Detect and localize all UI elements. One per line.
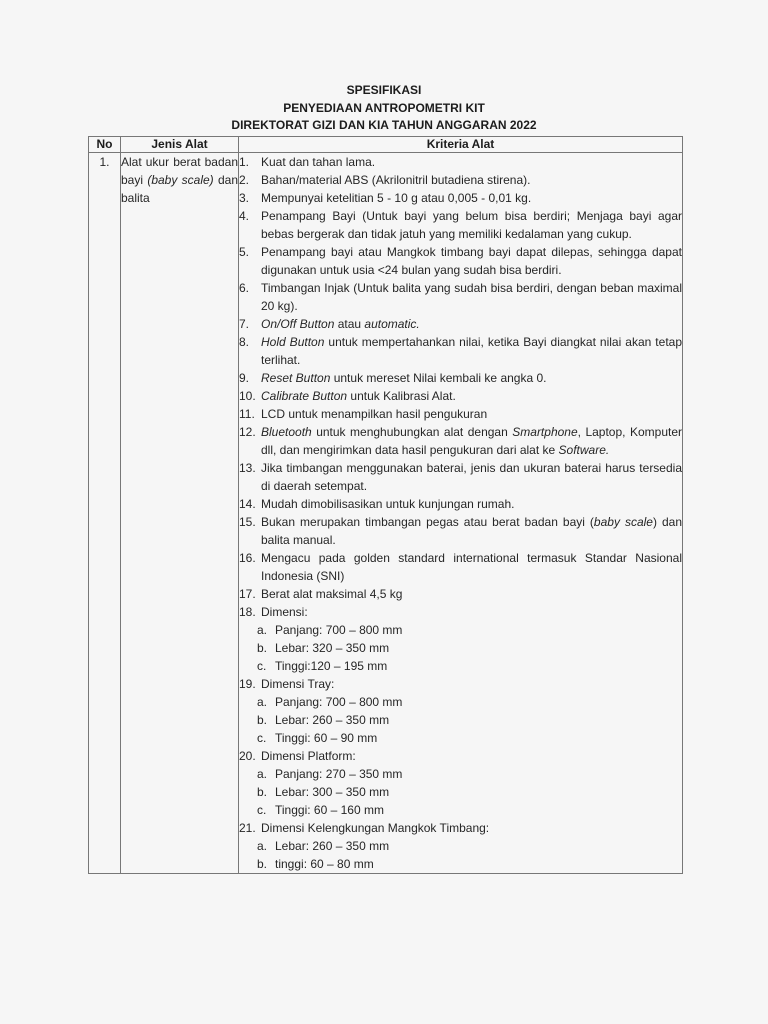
list-item-text — [261, 189, 682, 207]
sub-list-item — [239, 855, 682, 873]
cell-jenis-alat — [121, 153, 239, 874]
sub-list-item-text: Tinggi: 60 – 90 mm — [275, 731, 378, 745]
list-item-number: 19. — [239, 677, 256, 691]
italic-text: Smartphone — [512, 425, 578, 439]
italic-text: automatic. — [364, 317, 420, 331]
list-item-text — [261, 675, 682, 693]
sub-list-item-text: Lebar: 320 – 350 mm — [275, 641, 390, 655]
list-item — [239, 585, 682, 603]
header-kriteria-alat: Kriteria Alat — [239, 137, 683, 153]
list-item-number: 4. — [239, 209, 250, 223]
list-item-text — [261, 585, 682, 603]
text-segment: Kuat dan tahan lama. — [261, 155, 376, 169]
sub-list-item-text: Tinggi: 60 – 160 mm — [275, 803, 384, 817]
text-segment: untuk mereset Nilai kembali ke angka 0. — [330, 371, 547, 385]
list-item-number: 2. — [239, 173, 250, 187]
text-segment: LCD untuk menampilkan hasil pengukuran — [261, 407, 488, 421]
text-segment: Penampang Bayi (Untuk bayi yang belum bisa berdiri; Menjaga bayi agar bebas bergerak dan tidak jatuh yang memiliki kedalaman yang cukup. — [261, 209, 682, 241]
italic-text: (baby scale) — [147, 173, 214, 187]
list-item-text — [261, 387, 682, 405]
list-item — [239, 279, 682, 315]
list-item — [239, 369, 682, 387]
list-item-text — [261, 171, 682, 189]
text-segment: Bukan merupakan timbangan pegas atau berat badan bayi ( — [261, 515, 594, 529]
table-header-row — [89, 137, 683, 153]
sub-list-item — [239, 801, 682, 819]
sub-list-item-text: Tinggi:120 – 195 mm — [275, 659, 388, 673]
list-item — [239, 387, 682, 405]
text-segment: untuk menghubungkan alat dengan — [311, 425, 513, 439]
header-no: No — [89, 137, 121, 153]
sub-list-item — [239, 783, 682, 801]
list-item-number: 15. — [239, 515, 256, 529]
list-item-text — [261, 549, 682, 585]
text-segment: Mudah dimobilisasikan untuk kunjungan rumah. — [261, 497, 515, 511]
sub-list-item-letter: c. — [257, 731, 267, 745]
list-item — [239, 495, 682, 513]
list-item — [239, 513, 682, 549]
sub-list-item-text: tinggi: 60 – 80 mm — [275, 857, 374, 871]
sub-list-item-letter: a. — [257, 767, 268, 781]
list-item-number: 7. — [239, 317, 250, 331]
list-item-number: 20. — [239, 749, 256, 763]
sub-list-item-letter: b. — [257, 857, 268, 871]
list-item — [239, 207, 682, 243]
list-item-text — [261, 603, 682, 621]
sub-list-item — [239, 693, 682, 711]
list-item-number: 3. — [239, 191, 250, 205]
italic-text: Calibrate Button — [261, 389, 348, 403]
text-segment: untuk mempertahankan nilai, ketika Bayi diangkat nilai akan tetap terlihat. — [261, 335, 682, 367]
sub-list-item — [239, 621, 682, 639]
sub-list-item-letter: b. — [257, 641, 268, 655]
cell-no: 1. — [89, 153, 121, 874]
text-segment: Dimensi Kelengkungan Mangkok Timbang: — [261, 821, 490, 835]
list-item-text — [261, 513, 682, 549]
text-segment: ) dan balita manual. — [261, 515, 682, 547]
cell-kriteria-alat — [239, 153, 683, 874]
list-item-number: 12. — [239, 425, 256, 439]
list-item — [239, 549, 682, 585]
title-line-1: SPESIFIKASI — [346, 83, 422, 97]
list-item-text — [261, 459, 682, 495]
sub-list-item — [239, 657, 682, 675]
text-segment: Penampang bayi atau Mangkok timbang bayi dapat dilepas, sehingga dapat digunakan untuk usia <24 bulan yang sudah bisa berdiri. — [261, 245, 682, 277]
sub-list-item-text: Panjang: 700 – 800 mm — [275, 623, 403, 637]
text-segment: atau — [334, 317, 365, 331]
sub-list-item-letter: c. — [257, 659, 267, 673]
sub-list-item — [239, 639, 682, 657]
list-item-text — [261, 423, 682, 459]
list-item — [239, 153, 682, 171]
document-title — [0, 82, 768, 135]
sub-list-item-text: Lebar: 300 – 350 mm — [275, 785, 390, 799]
sub-list-item — [239, 765, 682, 783]
sub-list-item-letter: a. — [257, 695, 268, 709]
list-item-text — [261, 495, 682, 513]
italic-text: Hold Button — [261, 335, 325, 349]
list-item-number: 16. — [239, 551, 256, 565]
list-item-text — [261, 747, 682, 765]
text-segment: Dimensi Platform: — [261, 749, 356, 763]
sub-list-item — [239, 729, 682, 747]
text-segment: Alat ukur berat badan bayi — [121, 155, 238, 187]
sub-list-item-text: Lebar: 260 – 350 mm — [275, 713, 390, 727]
list-item-number: 17. — [239, 587, 256, 601]
list-item-text — [261, 315, 682, 333]
list-item-text — [261, 819, 682, 837]
spec-table — [88, 136, 683, 874]
text-segment: Timbangan Injak (Untuk balita yang sudah bisa berdiri, dengan beban maximal 20 kg). — [261, 281, 682, 313]
text-segment: Dimensi Tray: — [261, 677, 335, 691]
list-item — [239, 333, 682, 369]
italic-text: Software. — [558, 443, 610, 457]
list-item-text — [261, 153, 682, 171]
list-item-number: 21. — [239, 821, 256, 835]
list-item-text — [261, 333, 682, 369]
list-item — [239, 171, 682, 189]
sub-list-item — [239, 837, 682, 855]
list-item-number: 6. — [239, 281, 250, 295]
table-row — [89, 153, 683, 874]
list-item — [239, 243, 682, 279]
list-item-number: 11. — [239, 407, 255, 421]
list-item-number: 14. — [239, 497, 256, 511]
text-segment: dan balita — [121, 173, 238, 205]
list-item-text — [261, 405, 682, 423]
text-segment: Berat alat maksimal 4,5 kg — [261, 587, 403, 601]
list-item-number: 9. — [239, 371, 250, 385]
sub-list-item-letter: b. — [257, 785, 268, 799]
list-item-text — [261, 243, 682, 279]
italic-text: baby scale — [593, 515, 653, 529]
list-item-text — [261, 369, 682, 387]
list-item — [239, 189, 682, 207]
list-item-number: 1. — [239, 155, 250, 169]
title-line-2: PENYEDIAAN ANTROPOMETRI KIT — [283, 100, 485, 115]
text-segment: Mengacu pada golden standard international termasuk Standar Nasional Indonesia (SNI) — [261, 551, 682, 583]
text-segment: , Laptop, Komputer dll, dan mengirimkan data hasil pengukuran dari alat ke — [261, 425, 682, 457]
list-item — [239, 747, 682, 765]
text-segment: Bahan/material ABS (Akrilonitril butadiena stirena). — [261, 173, 531, 187]
list-item-number: 5. — [239, 245, 250, 259]
list-item-number: 13. — [239, 461, 256, 475]
list-item — [239, 405, 682, 423]
italic-text: On/Off Button — [261, 317, 335, 331]
header-jenis-alat: Jenis Alat — [121, 137, 239, 153]
list-item — [239, 603, 682, 621]
list-item-text — [261, 207, 682, 243]
sub-list-item-text: Lebar: 260 – 350 mm — [275, 839, 390, 853]
text-segment: Dimensi: — [261, 605, 308, 619]
list-item-number: 10. — [239, 389, 256, 403]
list-item — [239, 459, 682, 495]
text-segment: untuk Kalibrasi Alat. — [347, 389, 456, 403]
title-line-3: DIREKTORAT GIZI DAN KIA TAHUN ANGGARAN 2022 — [231, 118, 537, 132]
italic-text: Bluetooth — [261, 425, 312, 439]
sub-list-item-text: Panjang: 270 – 350 mm — [275, 767, 403, 781]
sub-list-item-letter: b. — [257, 713, 268, 727]
text-segment: Mempunyai ketelitian 5 - 10 g atau 0,005 - 0,01 kg. — [261, 191, 532, 205]
sub-list-item-letter: c. — [257, 803, 267, 817]
list-item — [239, 315, 682, 333]
list-item — [239, 819, 682, 837]
list-item-number: 8. — [239, 335, 250, 349]
text-segment: Jika timbangan menggunakan baterai, jenis dan ukuran baterai harus tersedia di daerah setempat. — [261, 461, 682, 493]
list-item — [239, 675, 682, 693]
sub-list-item-letter: a. — [257, 839, 268, 853]
list-item — [239, 423, 682, 459]
list-item-text — [261, 279, 682, 315]
sub-list-item-letter: a. — [257, 623, 268, 637]
sub-list-item-text: Panjang: 700 – 800 mm — [275, 695, 403, 709]
sub-list-item — [239, 711, 682, 729]
italic-text: Reset Button — [261, 371, 331, 385]
list-item-number: 18. — [239, 605, 256, 619]
